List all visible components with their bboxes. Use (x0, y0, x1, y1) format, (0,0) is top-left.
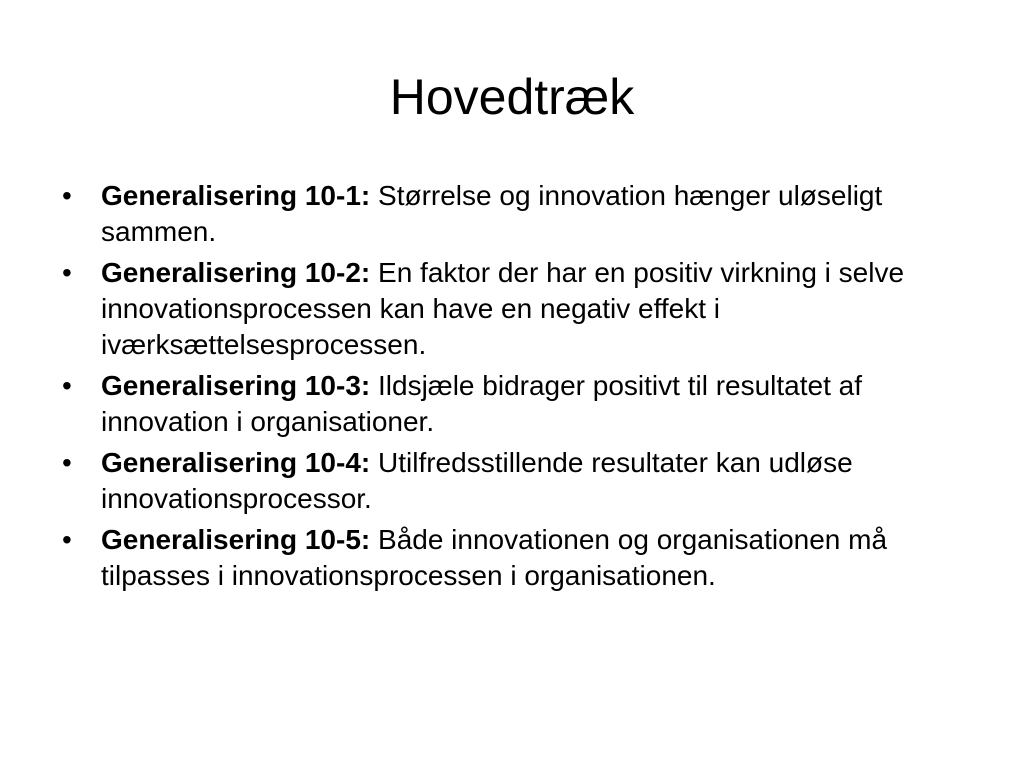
bullet-icon: • (62, 257, 72, 288)
item-label: Generalisering 10-3: (101, 370, 371, 401)
list-item (62, 522, 962, 594)
list-item (62, 368, 962, 440)
item-text: Både innovationen og organisationen må tilpasses i innovationsprocessen i organisationen. (101, 524, 888, 591)
item-label: Generalisering 10-4: (101, 447, 371, 478)
bullet-icon: • (62, 180, 72, 211)
item-text: Størrelse og innovation hænger uløseligt sammen. (101, 180, 883, 247)
bullet-list (62, 178, 962, 599)
list-item (62, 178, 962, 250)
bullet-icon: • (62, 524, 72, 555)
item-text: Ildsjæle bidrager positivt til resultatet af innovation i organisationer. (101, 370, 863, 437)
item-text: En faktor der har en positiv virkning i selve innovationsprocessen kan have en negativ effekt i iværksættelsesprocessen. (101, 257, 905, 360)
item-label: Generalisering 10-5: (101, 524, 371, 555)
list-item (62, 255, 962, 363)
item-label: Generalisering 10-2: (101, 257, 371, 288)
bullet-icon: • (62, 447, 72, 478)
bullet-icon: • (62, 370, 72, 401)
slide-title: Hovedtræk (389, 69, 635, 125)
list-item (62, 445, 962, 517)
item-text: Utilfredsstillende resultater kan udløse innovationsprocessor. (101, 447, 853, 514)
item-label: Generalisering 10-1: (101, 180, 371, 211)
